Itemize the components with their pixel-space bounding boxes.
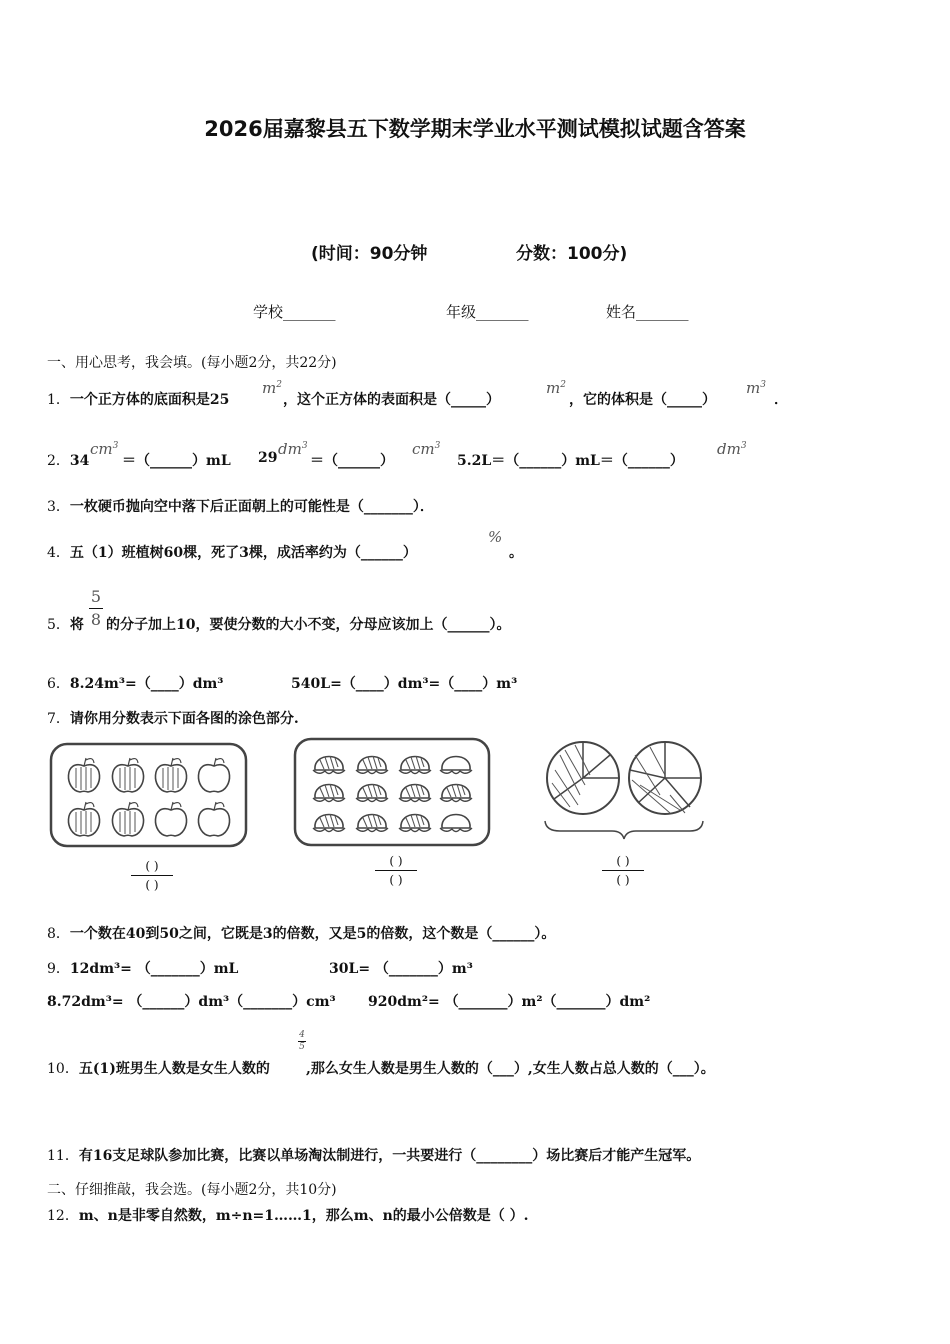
page-title: 2026届嘉黎县五下数学期末学业水平测试模拟试题含答案 — [204, 117, 746, 141]
fraction-denominator-blank: ( ) — [145, 878, 159, 892]
circle-left — [547, 742, 619, 814]
q1-number: 1． — [47, 392, 70, 408]
peach-icon — [440, 784, 472, 802]
q1-text-c: ，它的体积是（_____） — [569, 392, 716, 408]
fraction-denominator-blank: ( ) — [616, 873, 630, 887]
apple-icon — [198, 758, 229, 792]
q4-text-b: 。 — [509, 545, 523, 561]
q10-text-b: ,那么女生人数是男生人数的（___）,女生人数占总人数的（___）。 — [306, 1061, 715, 1077]
fraction-denominator: 5 — [299, 1042, 305, 1052]
peach-icon — [313, 784, 345, 802]
question-4 — [47, 542, 417, 562]
q5-text-b: 的分子加上10，要使分数的大小不变，分母应该加上（______）。 — [106, 617, 511, 633]
section-1-heading: 一、用心思考，我会填。(每小题2分，共22分) — [47, 355, 337, 371]
unit-dm3: $dm^3$ — [278, 440, 308, 458]
apple-icon — [198, 802, 229, 836]
fraction-5-8 — [89, 589, 103, 628]
unit-dm3: $dm^3$ — [717, 440, 747, 458]
question-8 — [47, 923, 555, 943]
fraction-blank-3 — [602, 855, 644, 886]
q9-text-a: 12dm³= （_______）mL — [69, 961, 239, 977]
name-field: 姓名_______ — [606, 303, 689, 321]
unit-m3: $m^3$ — [746, 379, 766, 397]
q12-text: m、n是非零自然数，m÷n=1……1，那么m、n的最小公倍数是（ ）. — [78, 1208, 529, 1224]
q11-text: 有16支足球队参加比赛，比赛以单场淘汰制进行，一共要进行（________）场比赛后才能产生冠军。 — [78, 1148, 701, 1164]
question-6 — [47, 673, 223, 693]
question-3 — [47, 496, 434, 516]
apples-figure — [50, 740, 250, 850]
fraction-denominator: 8 — [90, 610, 102, 629]
fraction-numerator-blank: ( ) — [389, 854, 403, 868]
q9-text-c: 8.72dm³= （______）dm³（_______）cm³ — [47, 994, 336, 1010]
peaches-figure — [293, 737, 493, 847]
q6-text-b: 540L=（____）dm³=（____）m³ — [291, 676, 518, 692]
peach-icon — [356, 814, 388, 832]
fraction-blank-1 — [131, 860, 173, 891]
unit-cm3: $cm^3$ — [90, 440, 119, 458]
peach-icon — [399, 784, 431, 802]
fraction-numerator-blank: ( ) — [145, 859, 159, 873]
q8-number: 8． — [47, 926, 70, 942]
fraction-bar — [602, 870, 644, 871]
fraction-bar — [375, 870, 417, 871]
apple-icon — [112, 802, 143, 836]
circles-figure — [540, 735, 710, 845]
peach-icon — [399, 814, 431, 832]
q7-text: 请你用分数表示下面各图的涂色部分. — [69, 711, 299, 727]
fraction-numerator: 5 — [90, 587, 102, 606]
apple-icon — [68, 802, 99, 836]
q10-text-a: 五(1)班男生人数是女生人数的 — [78, 1061, 270, 1077]
question-5 — [47, 614, 84, 634]
q2-text-d: ＝（______） — [310, 453, 394, 469]
q2-text-c: 29 — [258, 450, 278, 466]
q1-text-d: ． — [774, 392, 788, 408]
fraction-bar — [89, 608, 103, 609]
unit-percent: % — [488, 528, 503, 546]
q6-text-a: 8.24m³=（____）dm³ — [69, 676, 224, 692]
unit-m2: $m^2$ — [546, 379, 566, 397]
q3-text: 一枚硬币抛向空中落下后正面朝上的可能性是（_______）． — [69, 499, 434, 515]
q11-number: 11． — [47, 1148, 79, 1164]
question-12 — [47, 1205, 529, 1225]
question-7 — [47, 708, 299, 728]
q4-text-a: 五（1）班植树60棵，死了3棵，成活率约为（______） — [69, 545, 417, 561]
brace — [545, 821, 703, 839]
question-1 — [47, 389, 229, 409]
q7-number: 7． — [47, 711, 70, 727]
q8-text: 一个数在40到50之间，它既是3的倍数，又是5的倍数，这个数是（______）。 — [69, 926, 556, 942]
apple-icon — [68, 758, 99, 792]
q3-number: 3． — [47, 499, 70, 515]
section-2-heading: 二、仔细推敲，我会选。(每小题2分，共10分) — [47, 1182, 337, 1198]
school-field: 学校_______ — [253, 303, 336, 321]
question-10 — [47, 1058, 270, 1078]
peach-icon — [313, 814, 345, 832]
peach-icon — [313, 756, 345, 774]
q5-text-a: 将 — [69, 617, 84, 633]
q2-text-b: ＝（______）mL — [122, 453, 231, 469]
q1-text-a: 一个正方体的底面积是25 — [69, 392, 230, 408]
fraction-denominator-blank: ( ) — [389, 873, 403, 887]
peach-icon — [440, 757, 472, 774]
q4-number: 4． — [47, 545, 70, 561]
apple-icon — [155, 758, 186, 792]
q6-number: 6． — [47, 676, 70, 692]
exam-time: (时间：90分钟 — [311, 244, 428, 264]
apple-icon — [112, 758, 143, 792]
q5-number: 5． — [47, 617, 70, 633]
fraction-numerator: 4 — [299, 1030, 305, 1040]
peach-icon — [440, 815, 472, 832]
grade-field: 年级_______ — [446, 303, 529, 321]
exam-score: 分数：100分) — [516, 244, 628, 264]
fraction-blank-2 — [375, 855, 417, 886]
q2-text-e: 5.2L＝（______）mL＝（______） — [457, 453, 684, 469]
q9-text-d: 920dm²= （_______）m²（_______）dm² — [368, 994, 651, 1010]
apple-icon — [155, 802, 186, 836]
peach-icon — [356, 784, 388, 802]
question-9 — [47, 958, 238, 978]
q9-text-b: 30L= （_______）m³ — [329, 961, 473, 977]
q12-number: 12． — [47, 1208, 79, 1224]
peach-icon — [399, 756, 431, 774]
unit-cm3: $cm^3$ — [412, 440, 441, 458]
q1-text-b: ，这个正方体的表面积是（_____） — [283, 392, 500, 408]
circle-right — [629, 742, 701, 814]
unit-m2: $m^2$ — [262, 379, 282, 397]
q9-number: 9． — [47, 961, 70, 977]
question-2 — [47, 450, 89, 470]
q10-number: 10． — [47, 1061, 79, 1077]
fraction-bar — [131, 875, 173, 876]
question-11 — [47, 1145, 700, 1165]
q2-text-a: 34 — [69, 453, 90, 469]
fraction-numerator-blank: ( ) — [616, 854, 630, 868]
peach-icon — [356, 756, 388, 774]
fraction-4-5 — [298, 1031, 306, 1052]
q2-number: 2． — [47, 453, 70, 469]
